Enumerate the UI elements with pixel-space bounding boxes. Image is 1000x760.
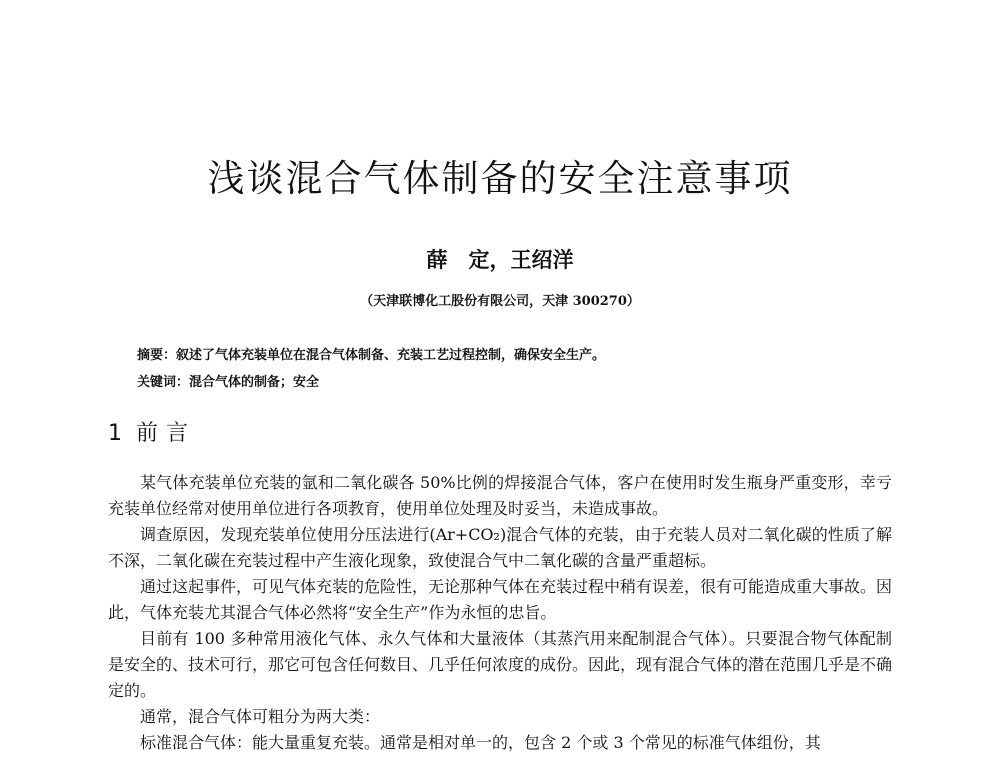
abstract [137, 344, 605, 363]
paragraph: 目前有 100 多种常用液化气体、永久气体和大量液体（其蒸汽用来配制混合气体）。只要混合物气体配制是安全的、技术可行，那它可包含任何数目、几乎任何浓度的成份。因此，现有混合气体的潜在范围几乎是不确定的。 [108, 629, 893, 700]
abstract-text: 叙述了气体充装单位在混合气体制备、充装工艺过程控制，确保安全生产。 [176, 348, 606, 363]
author-first: 薛 定 [426, 247, 490, 272]
author-separator: ， [489, 247, 511, 272]
paragraph: 调查原因，发现充装单位使用分压法进行(Ar+CO₂)混合气体的充装，由于充装人员对二氧化碳的性质了解不深，二氧化碳在充装过程中产生液化现象，致使混合气中二氧化碳的含量严重超标。 [108, 525, 892, 570]
keywords [137, 371, 319, 390]
affiliation: （天津联博化工股份有限公司，天津 300270） [360, 294, 640, 309]
section-title: 前言 [136, 421, 197, 446]
keywords-label: 关键词： [137, 375, 190, 390]
paragraph: 标准混合气体：能大量重复充装。通常是相对单一的，包含 2 个或 3 个常见的标准气体组份，其 [140, 733, 821, 752]
paragraph: 通过这起事件，可见气体充装的危险性，无论那种气体在充装过程中稍有误差，很有可能造成重大事故。因此，气体充装尤其混合气体必然将“安全生产”作为永恒的忠旨。 [108, 577, 893, 622]
section-heading [108, 416, 196, 447]
body-text [108, 470, 892, 756]
paragraph: 通常，混合气体可粗分为两大类： [140, 707, 381, 726]
section-number: 1 [108, 421, 122, 446]
paper-title: 浅谈混合气体制备的安全注意事项 [207, 157, 793, 200]
abstract-label: 摘要： [137, 348, 177, 363]
keywords-text: 混合气体的制备；安全 [189, 375, 320, 390]
author-line [0, 244, 1000, 274]
paragraph: 某气体充装单位充装的氩和二氧化碳各 50%比例的焊接混合气体，客户在使用时发生瓶身严重变形，幸亏充装单位经常对使用单位进行各项教育，使用单位处理及时妥当，未造成事故。 [108, 473, 892, 518]
author-second: 王绍洋 [510, 247, 574, 272]
